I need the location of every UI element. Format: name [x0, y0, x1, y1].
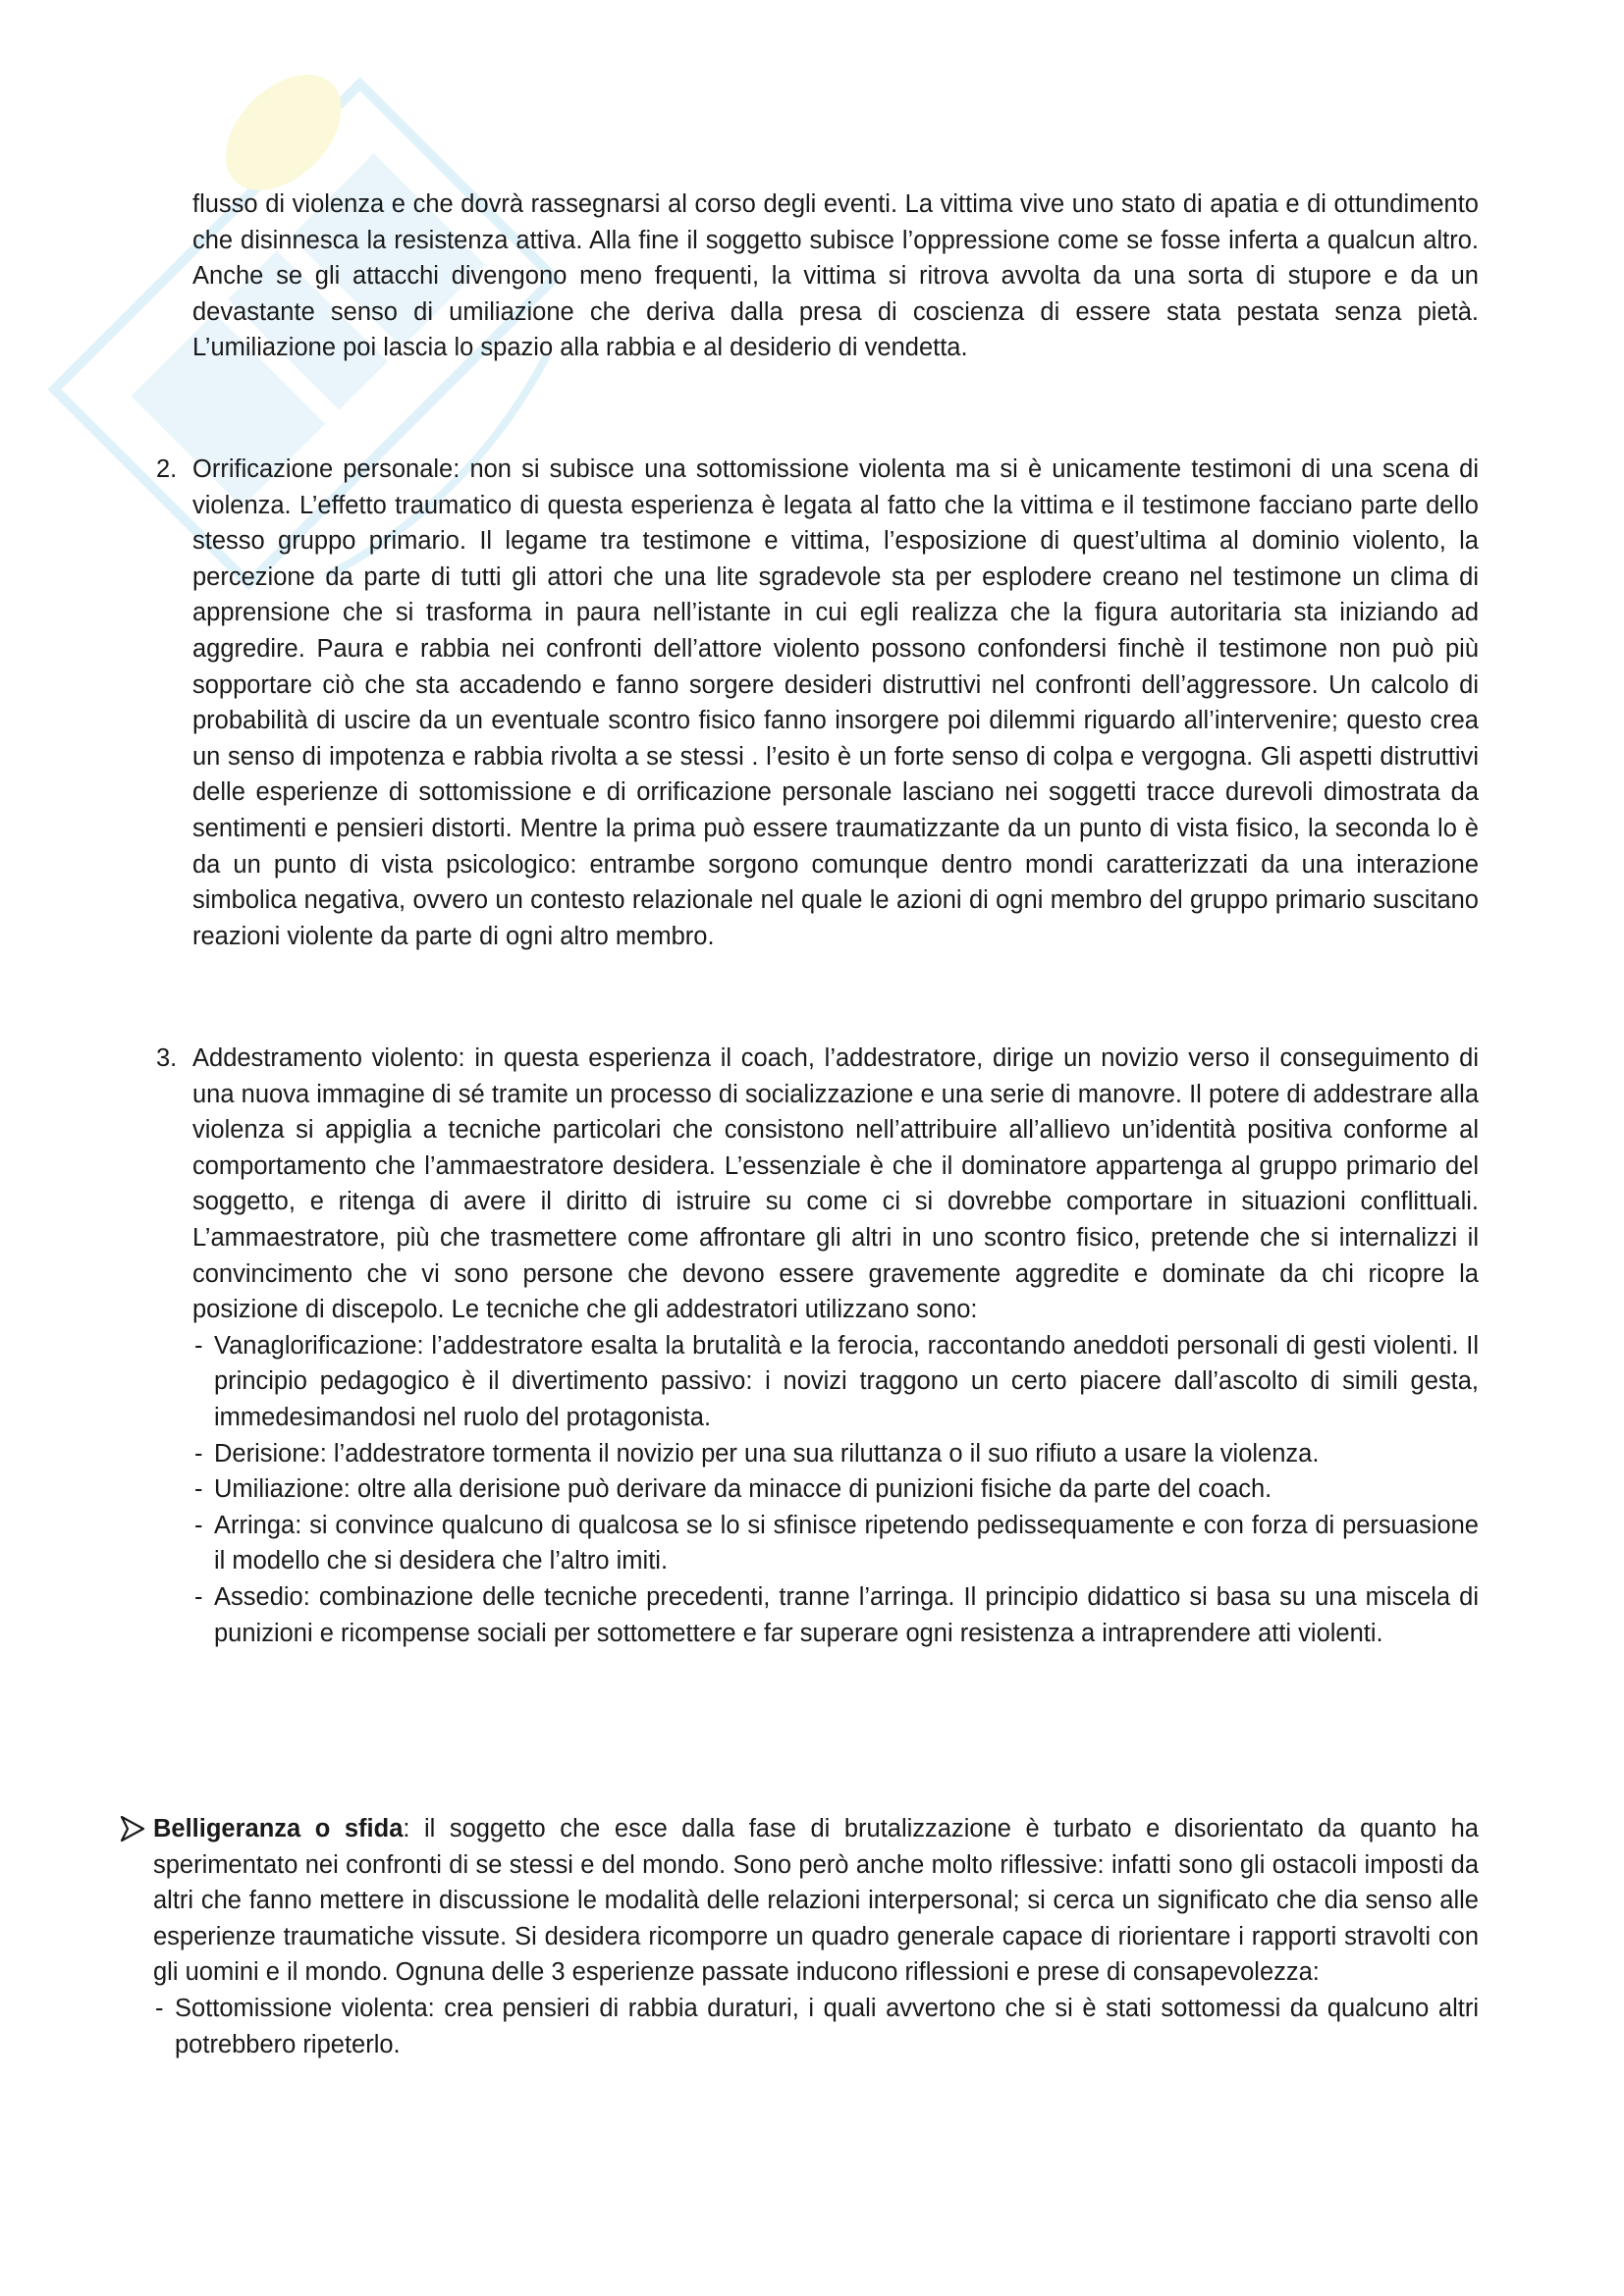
techniques-list	[192, 1328, 1479, 1651]
technique-item: - Vanaglorificazione: l’addestratore esalta la brutalità e la ferocia, raccontando aneddoti personali di gesti violenti. Il principio pedagogico è il divertimento passivo: i novizi traggono un certo piacere dall’ascolto di simili gesta, immedesimandosi nel ruolo del protagonista.	[192, 1328, 1479, 1436]
continuation-text: flusso di violenza e che dovrà rassegnarsi al corso degli eventi. La vittima vive uno stato di apatia e di ottundimento che disinnesca la resistenza attiva. Alla fine il soggetto subisce l’oppressione come se fosse inferta a qualcun altro. Anche se gli attacchi divengono meno frequenti, la vittima si ritrova avvolta da una sorta di stupore e da un devastante senso di umiliazione che deriva dalla presa di coscienza di essere stata pestata senza pietà. L’umiliazione poi lascia lo spazio alla rabbia e al desiderio di vendetta.	[192, 190, 1479, 362]
section-title: Belligeranza o sfida	[153, 1815, 404, 1842]
section-point: - Sottomissione violenta: crea pensieri di rabbia duraturi, i quali avvertono che si è stati sottomessi da qualcuno altri potrebbero ripeterlo.	[153, 1991, 1479, 2062]
section-text: : il soggetto che esce dalla fase di brutalizzazione è turbato e disorientato da quanto ha sperimentato nei confronti di se stessi e del mondo. Sono però anche molto riflessive: infatti sono gli ostacoli imposti da altri che fanno mettere in discussione le modalità delle relazioni interpersonal; si cerca un significato che dia senso alle esperienze traumatiche vissute. Si desidera ricomporre un quadro generale capace di riorientare i rapporti stravolti con gli uomini e il mondo. Ognuna delle 3 esperienze passate inducono riflessioni e prese di consapevolezza:	[153, 1815, 1479, 1987]
section-paragraph	[153, 1811, 1479, 1991]
technique-item: - Derisione: l’addestratore tormenta il novizio per una sua riluttanza o il suo rifiuto a usare la violenza.	[192, 1436, 1479, 1472]
section-points	[153, 1991, 1479, 2062]
list-number: 2.	[156, 455, 178, 483]
list-item-text: Addestramento violento: in questa esperienza il coach, l’addestratore, dirige un novizio verso il conseguimento di una nuova immagine di sé tramite un processo di socializzazione e una serie di manovre. Il potere di addestrare alla violenza si appiglia a tecniche particolari che consistono nell’attribuire all’allievo un’identità positiva conforme al comportamento che l’ammaestratore desidera. L’essenziale è che il dominatore appartenga al gruppo primario del soggetto, e ritenga di avere il diritto di istruire su come ci si dovrebbe comportare in situazioni conflittuali. L’ammaestratore, più che trasmettere come affrontare gli altri in uno scontro fisico, pretende che si internalizzi il convincimento che vi sono persone che devono essere gravemente aggredite e dominate da chi ricopre la posizione di discepolo. Le tecniche che gli addestratori utilizzano sono:	[192, 1044, 1479, 1324]
list-item-text: Orrificazione personale: non si subisce una sottomissione violenta ma si è unicamente testimoni di una scena di violenza. L’effetto traumatico di questa esperienza è legata al fatto che la vittima e il testimone facciano parte dello stesso gruppo primario. Il legame tra testimone e vittima, l’esposizione di quest’ultima al dominio violento, la percezione da parte di tutti gli attori che una lite sgradevole sta per esplodere creano nel testimone un clima di apprensione che si trasforma in paura nell’istante in cui egli realizza che la figura autoritaria sta iniziando ad aggredire. Paura e rabbia nei confronti dell’attore violento possono confondersi finchè il testimone non può più sopportare ciò che sta accadendo e fanno sorgere desideri distruttivi nel confronti dell’aggressore. Un calcolo di probabilità di uscire da un eventuale scontro fisico fanno insorgere poi dilemmi riguardo all’intervenire; questo crea un senso di impotenza e rabbia rivolta a se stessi . l’esito è un forte senso di colpa e vergogna. Gli aspetti distruttivi delle esperienze di sottomissione e di orrificazione personale lasciano nei soggetti tracce durevoli dimostrata da sentimenti e pensieri distorti. Mentre la prima può essere traumatizzante da un punto di vista fisico, la seconda lo è da un punto di vista psicologico: entrambe sorgono comunque dentro mondi caratterizzati da una interazione simbolica negativa, ovvero un contesto relazionale nel quale le azioni di ogni membro del gruppo primario suscitano reazioni violente da parte di ogni altro membro.	[192, 455, 1479, 950]
list-number: 3.	[156, 1044, 178, 1072]
technique-item: - Assedio: combinazione delle tecniche precedenti, tranne l’arringa. Il principio didattico si basa su una miscela di punizioni e ricompense sociali per sottomettere e far superare ogni resistenza a intraprendere atti violenti.	[192, 1579, 1479, 1651]
technique-item: - Arringa: si convince qualcuno di qualcosa se lo si sfinisce ripetendo pedissequamente e con forza di persuasione il modello che si desidera che l’altro imiti.	[192, 1508, 1479, 1579]
continuation-paragraph	[192, 187, 1479, 366]
arrow-bullet-icon	[118, 1814, 147, 1843]
technique-item: - Umiliazione: oltre alla derisione può derivare da minacce di punizioni fisiche da parte del coach.	[192, 1471, 1479, 1508]
